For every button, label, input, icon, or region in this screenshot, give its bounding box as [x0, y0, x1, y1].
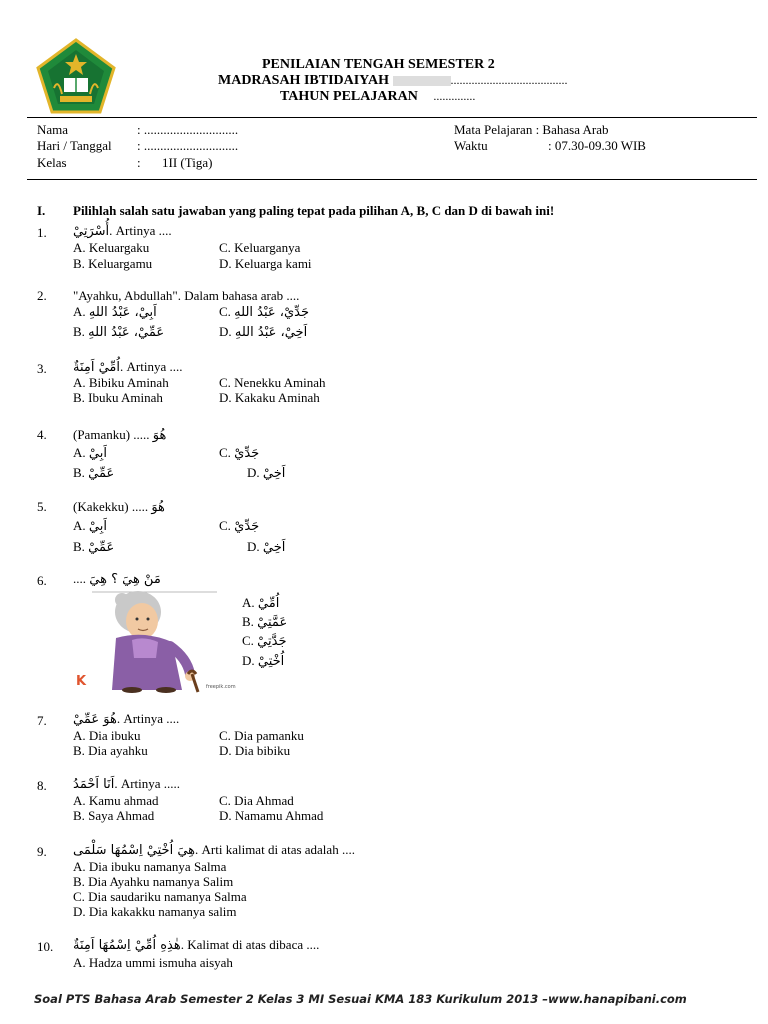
q2-number: 2.	[37, 288, 47, 303]
q8-option-b: B. Saya Ahmad	[73, 808, 155, 823]
academic-year-text: TAHUN PELAJARAN	[280, 89, 418, 104]
madrasah-logo	[36, 38, 116, 114]
q6-b-label: B.	[242, 614, 254, 629]
kelas-label: Kelas	[37, 155, 67, 170]
q6-number: 6.	[37, 573, 47, 588]
q5-stem	[73, 499, 165, 515]
mata-pelajaran: Mata Pelajaran : Bahasa Arab	[454, 122, 609, 137]
q9-text: . Arti kalimat di atas adalah ....	[195, 842, 355, 857]
nama-field: : .............................	[137, 122, 239, 137]
page-footer: Soal PTS Bahasa Arab Semester 2 Kelas 3 MI Sesuai KMA 183 Kurikulum 2013 –www.hanapibani.com	[34, 992, 687, 1006]
q3-option-b: B. Ibuku Aminah	[73, 390, 163, 405]
school-name-dots: .......................................	[450, 73, 568, 87]
q1-option-d: D. Keluarga kami	[219, 256, 312, 271]
info-divider	[27, 179, 757, 180]
q6-option-c	[242, 633, 287, 649]
q5-option-b	[73, 539, 114, 555]
school-name-text: MADRASAH IBTIDAIYAH	[218, 73, 393, 88]
q2-option-c	[219, 304, 309, 320]
q4-stem	[73, 427, 166, 443]
q6-d-arabic: اُخْتِيْ	[257, 654, 285, 669]
q7-option-c: C. Dia pamanku	[219, 728, 304, 743]
q2-c-arabic: جَدِّيْ، عَبْدُ اللهِ	[234, 305, 310, 320]
q3-text: . Artinya ....	[120, 359, 183, 374]
q5-d-label: D.	[247, 539, 260, 554]
q4-c-arabic: جَدِّيْ	[234, 446, 260, 461]
kelas-colon: :	[137, 155, 141, 170]
q6-stem	[73, 571, 161, 587]
q10-stem	[73, 937, 319, 953]
q5-b-label: B.	[73, 539, 85, 554]
hari-tanggal-label: Hari / Tanggal	[37, 138, 112, 153]
q1-option-a: A. Keluargaku	[73, 240, 150, 255]
q9-option-d: D. Dia kakakku namanya salim	[73, 904, 237, 919]
q4-b-label: B.	[73, 465, 85, 480]
q5-option-c	[219, 518, 259, 534]
q7-number: 7.	[37, 713, 47, 728]
waktu-label: Waktu	[454, 138, 488, 153]
academic-year-dots: ..............	[433, 89, 476, 103]
q8-number: 8.	[37, 778, 47, 793]
q4-option-d	[247, 465, 285, 481]
section-number: I.	[37, 203, 46, 218]
q5-a-arabic: اَبِيْ	[88, 519, 107, 534]
q6-text: ....	[73, 571, 86, 586]
q4-a-label: A.	[73, 445, 86, 460]
q4-c-label: C.	[219, 445, 231, 460]
exam-title: PENILAIAN TENGAH SEMESTER 2	[262, 57, 495, 72]
nama-label: Nama	[37, 122, 69, 137]
q6-c-arabic: جَدَّتِيْ	[257, 634, 287, 649]
q4-number: 4.	[37, 427, 47, 442]
q9-option-a: A. Dia ibuku namanya Salma	[73, 859, 227, 874]
q6-d-label: D.	[242, 653, 255, 668]
q9-stem	[73, 842, 355, 858]
q1-text: . Artinya ....	[109, 223, 172, 238]
q3-option-d: D. Kakaku Aminah	[219, 390, 320, 405]
academic-year-label	[280, 89, 475, 104]
q6-a-arabic: اُمِّيْ	[257, 596, 280, 611]
q8-option-c: C. Dia Ahmad	[219, 793, 294, 808]
q7-arabic: هُوَ عَمِّيْ	[73, 712, 117, 727]
section-instruction: Pilihlah salah satu jawaban yang paling tepat pada pilihan A, B, C dan D di bawah ini!	[73, 203, 555, 218]
q6-option-d	[242, 653, 284, 669]
q2-d-arabic: اَخِيْ، عَبْدُ اللهِ	[234, 325, 308, 340]
q2-b-label: B.	[73, 324, 85, 339]
hari-tanggal-field: : .............................	[137, 138, 239, 153]
q7-stem	[73, 711, 179, 727]
illustration-credit: freepik.com	[206, 684, 236, 690]
q2-d-label: D.	[219, 324, 232, 339]
kemenag-logo-icon	[36, 38, 116, 114]
q5-d-arabic: اَخِيْ	[262, 540, 286, 555]
q5-b-arabic: عَمِّيْ	[88, 540, 115, 555]
q9-option-c: C. Dia saudariku namanya Salma	[73, 889, 247, 904]
q5-arabic: هُوَ	[151, 500, 165, 515]
q5-c-arabic: جَدِّيْ	[234, 519, 260, 534]
q4-d-label: D.	[247, 465, 260, 480]
header-divider	[27, 117, 757, 118]
q1-arabic: أُسْرَتِيْ	[73, 224, 110, 239]
q8-stem	[73, 776, 180, 792]
kelas-value: 1II (Tiga)	[162, 155, 213, 170]
q10-number: 10.	[37, 939, 54, 954]
q6-b-arabic: عَمَّتِيْ	[257, 615, 288, 630]
q4-d-arabic: اَخِيْ	[262, 466, 286, 481]
q3-option-c: C. Nenekku Aminah	[219, 375, 326, 390]
q1-stem	[73, 223, 172, 239]
q2-c-label: C.	[219, 304, 231, 319]
waktu-value: : 07.30-09.30 WIB	[548, 138, 646, 153]
q1-option-b: B. Keluargamu	[73, 256, 153, 271]
q4-a-arabic: اَبِيْ	[88, 446, 107, 461]
q1-option-c: C. Keluarganya	[219, 240, 301, 255]
q8-arabic: اَنَا اَحْمَدُ	[73, 777, 115, 792]
q7-option-b: B. Dia ayahku	[73, 743, 148, 758]
q6-a-label: A.	[242, 595, 255, 610]
q4-option-a	[73, 445, 107, 461]
q8-text: . Artinya .....	[114, 776, 181, 791]
q8-option-a: A. Kamu ahmad	[73, 793, 159, 808]
q9-number: 9.	[37, 844, 47, 859]
q5-a-label: A.	[73, 518, 86, 533]
illustration-logo: K	[76, 674, 87, 689]
q1-number: 1.	[37, 225, 47, 240]
q6-option-a	[242, 595, 279, 611]
q2-a-arabic: اَبِيْ، عَبْدُ اللهِ	[88, 305, 157, 320]
q2-b-arabic: عَمِّيْ، عَبْدُ اللهِ	[88, 325, 165, 340]
q5-number: 5.	[37, 499, 47, 514]
q3-option-a: A. Bibiku Aminah	[73, 375, 169, 390]
q2-a-label: A.	[73, 304, 86, 319]
q5-option-a	[73, 518, 107, 534]
q10-option-a: A. Hadza ummi ismuha aisyah	[73, 955, 233, 970]
grandmother-illustration	[72, 588, 236, 694]
q9-option-b: B. Dia Ayahku namanya Salim	[73, 874, 234, 889]
q6-option-b	[242, 614, 287, 630]
q5-c-label: C.	[219, 518, 231, 533]
q10-arabic: هٰذِهِ اُمِّيْ اِسْمُهَا اَمِنَةٌ	[73, 938, 181, 953]
q7-option-a: A. Dia ibuku	[73, 728, 141, 743]
q3-number: 3.	[37, 361, 47, 376]
q7-text: . Artinya ....	[116, 711, 180, 726]
q3-arabic: اُمِّيْ اَمِنَةٌ	[73, 360, 121, 375]
q8-option-d: D. Namamu Ahmad	[219, 808, 324, 823]
q4-option-c	[219, 445, 259, 461]
q2-text: "Ayahku, Abdullah". Dalam bahasa arab ....	[73, 288, 300, 303]
q2-option-b	[73, 324, 164, 340]
q2-option-a	[73, 304, 157, 320]
q4-arabic: هُوَ	[152, 428, 167, 443]
school-name-label	[218, 73, 568, 88]
q5-option-d	[247, 539, 285, 555]
q4-text: (Pamanku) .....	[73, 427, 150, 442]
q5-text: (Kakekku) .....	[73, 499, 149, 514]
q10-text: . Kalimat di atas dibaca ....	[180, 937, 320, 952]
q3-stem	[73, 359, 182, 375]
redacted-name-block	[393, 76, 451, 86]
q7-option-d: D. Dia bibiku	[219, 743, 291, 758]
q4-option-b	[73, 465, 114, 481]
q6-c-label: C.	[242, 633, 254, 648]
q9-arabic: هِيَ اُخْتِيْ اِسْمُهَا سَلْمَى	[73, 843, 196, 858]
q6-arabic: مَنْ هِيَ ؟ هِيَ	[89, 572, 161, 587]
q2-option-d	[219, 324, 307, 340]
q4-b-arabic: عَمِّيْ	[88, 466, 115, 481]
grandmother-icon	[72, 588, 232, 694]
